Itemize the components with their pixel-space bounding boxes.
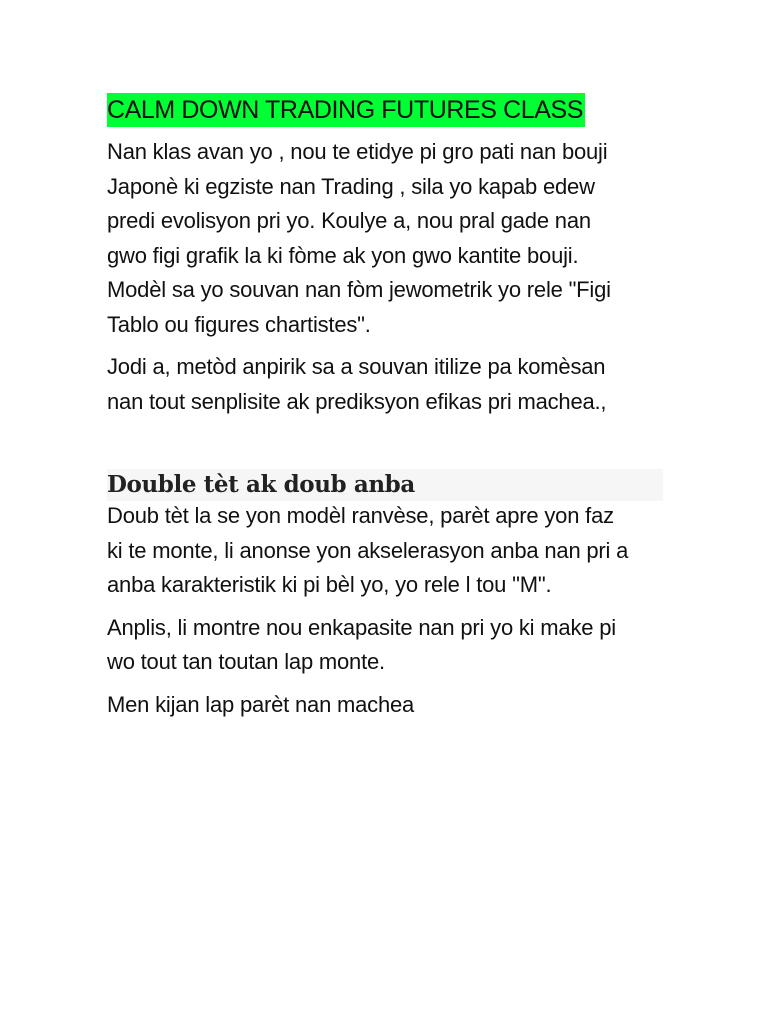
text-line: Anplis, li montre nou enkapasite nan pri yo ki make pi (107, 614, 616, 640)
text-line: ki te monte, li anonse yon akselerasyon anba nan pri a (107, 537, 629, 563)
text-line: Modèl sa yo souvan nan fòm jewometrik yo rele "Figi (107, 277, 611, 302)
text-line: gwo figi grafik la ki fòme ak yon gwo kantite bouji. (107, 242, 579, 268)
intro-paragraph-2 (107, 350, 677, 419)
section-paragraph-1 (107, 499, 677, 603)
text-line: wo tout tan toutan lap monte. (107, 649, 385, 674)
text-line: Nan klas avan yo , nou te etidye pi gro pati nan bouji (107, 139, 608, 164)
document-title: CALM DOWN TRADING FUTURES CLASS (107, 93, 585, 127)
intro-paragraph (107, 135, 677, 342)
text-line: anba karakteristik ki pi bèl yo, yo rele l tou "M". (107, 572, 552, 597)
section-paragraph-2 (107, 611, 677, 680)
text-line: Tablo ou figures chartistes". (107, 311, 371, 337)
text-line: nan tout senplisite ak prediksyon efikas pri machea., (107, 388, 607, 414)
section-heading: Double tèt ak doub anba (107, 469, 663, 501)
text-line: Japonè ki egziste nan Trading , sila yo kapab edew (107, 173, 595, 199)
document-page (107, 93, 677, 730)
text-line: Men kijan lap parèt nan machea (107, 691, 415, 717)
section-paragraph-3 (107, 688, 677, 723)
text-line: Doub tèt la se yon modèl ranvèse, parèt apre yon faz (107, 503, 614, 528)
text-line: Jodi a, metòd anpirik sa a souvan itilize pa komèsan (107, 354, 606, 379)
text-line: predi evolisyon pri yo. Koulye a, nou pral gade nan (107, 208, 591, 233)
